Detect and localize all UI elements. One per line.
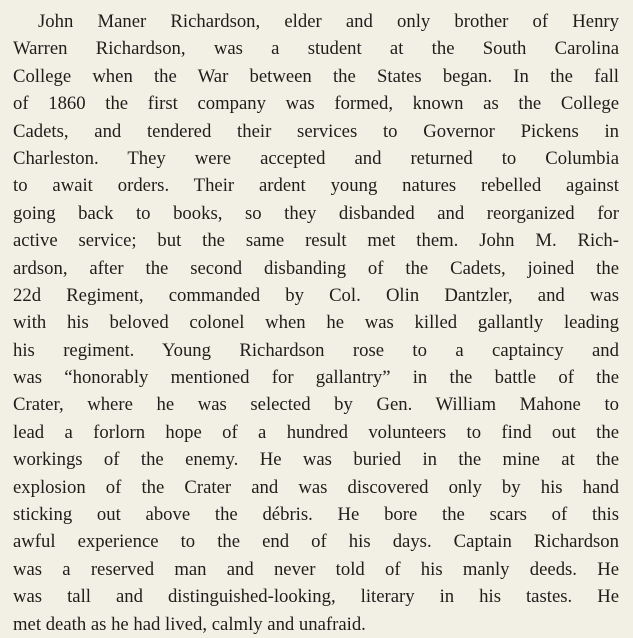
text-line: Charleston. They were accepted and returned to Columbia [13, 147, 619, 169]
text-line: lead a forlorn hope of a hundred volunteers to find out the [13, 421, 619, 443]
text-line: 22d Regiment, commanded by Col. Olin Dantzler, and was [13, 284, 619, 306]
text-line: Crater, where he was selected by Gen. William Mahone to [13, 394, 619, 416]
text-line: was tall and distinguished-looking, literary in his tastes. He [13, 586, 619, 608]
text-line: was a reserved man and never told of his manly deeds. He [13, 558, 619, 580]
text-line: sticking out above the débris. He bore the scars of this [13, 504, 619, 526]
text-line: John Maner Richardson, elder and only brother of Henry [38, 11, 619, 32]
text-line: Cadets, and tendered their services to Governor Pickens in [13, 120, 619, 142]
text-line: with his beloved colonel when he was killed gallantly leading [13, 312, 619, 334]
text-line: to await orders. Their ardent young natures rebelled against [13, 175, 619, 197]
text-line: met death as he had lived, calmly and unafraid. [13, 613, 366, 635]
text-line: workings of the enemy. He was buried in the mine at the [13, 449, 619, 471]
text-line: going back to books, so they disbanded and reorganized for [13, 202, 619, 224]
text-line: was “honorably mentioned for gallantry” in the battle of the [13, 367, 619, 389]
text-line: ardson, after the second disbanding of the Cadets, joined the [13, 257, 619, 279]
biography-paragraph [13, 8, 619, 638]
text-line: Warren Richardson, was a student at the South Carolina [13, 38, 619, 60]
text-line: explosion of the Crater and was discovered only by his hand [13, 476, 619, 498]
text-line: active service; but the same result met them. John M. Rich- [13, 230, 619, 252]
text-line: of 1860 the first company was formed, known as the College [13, 93, 619, 115]
text-line: College when the War between the States began. In the fall [13, 65, 619, 87]
text-line: his regiment. Young Richardson rose to a captaincy and [13, 339, 619, 361]
text-line: awful experience to the end of his days. Captain Richardson [13, 531, 619, 553]
